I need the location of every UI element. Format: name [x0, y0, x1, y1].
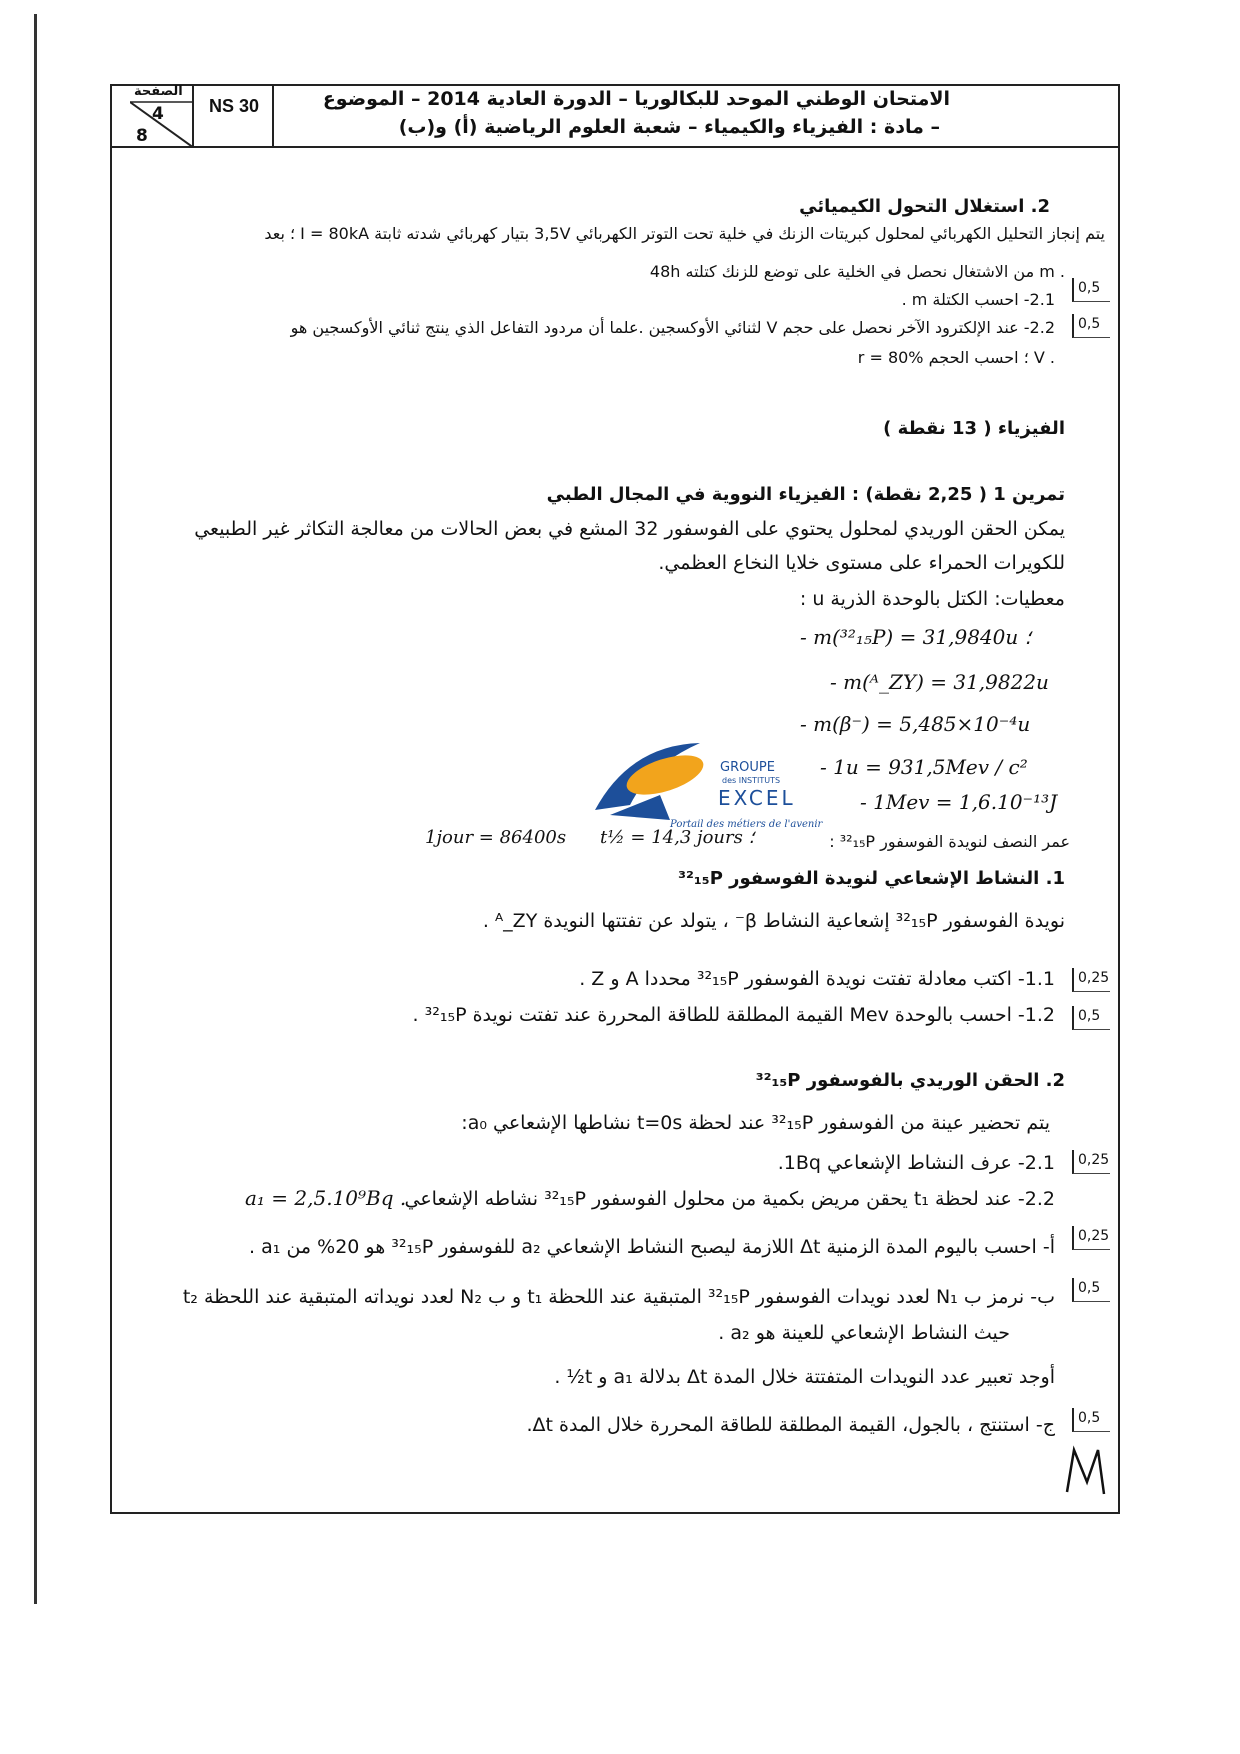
logo-tagline: Portail des métiers de l'avenir — [670, 819, 823, 830]
score-chem-2-2: 0,5 — [1072, 314, 1110, 338]
groupe-excel-logo — [590, 735, 840, 830]
left-margin-line — [34, 14, 37, 1604]
physics-title: الفيزياء ( 13 نقطة ) — [883, 418, 1065, 439]
logo-line1: GROUPE — [720, 760, 775, 775]
data-u-energy: - 1u = 931,5Mev / c² — [820, 755, 1028, 779]
logo-line3: EXCEL — [718, 786, 796, 810]
data-mass-phosphorus: - m(³²₁₅P) = 31,9840u ؛ — [800, 625, 1031, 649]
part-1-title: 1. النشاط الإشعاعي لنويدة الفوسفور ³²₁₅P — [678, 868, 1065, 889]
part-1-intro: نويدة الفوسفور ³²₁₅P إشعاعية النشاط β⁻ ، يتولد عن تفتتها النويدة ᴬ_ZY . — [482, 910, 1065, 932]
score-1-1: 0,25 — [1072, 968, 1110, 992]
exercise-1-title: تمرين 1 ( 2,25 نقطة) : الفيزياء النووية في المجال الطبي — [546, 484, 1065, 505]
chem-intro-line2: 48h من الاشتغال نحصل في الخلية على توضع للزنك كتلته m . — [649, 262, 1065, 281]
exercise-intro-line1: يمكن الحقن الوريدي لمحلول يحتوي على الفوسفور 32 المشع في بعض الحالات من معالجة التكاثر غير الطبيعي — [194, 518, 1065, 540]
handwritten-initial — [1062, 1442, 1112, 1502]
page-label: الصفحة — [134, 84, 183, 99]
part-2-title: 2. الحقن الوريدي بالفوسفور ³²₁₅P — [755, 1070, 1065, 1091]
question-2-2-c: ج- استنتج ، بالجول، القيمة المطلقة للطاقة المحررة خلال المدة Δt. — [526, 1414, 1055, 1436]
question-1-1: 1.1- اكتب معادلة تفتت نويدة الفوسفور ³²₁₅P محددا A و Z . — [579, 968, 1055, 990]
initial-activity-value: a₁ = 2,5.10⁹Bq . — [245, 1186, 407, 1210]
score-2-2-a: 0,25 — [1072, 1226, 1110, 1250]
chem-section-title: 2. استغلال التحول الكيميائي — [799, 196, 1050, 217]
score-2-1: 0,25 — [1072, 1150, 1110, 1174]
question-2-2-b-line3: أوجد تعبير عدد النويدات المتفتتة خلال المدة Δt بدلالة a₁ و t½ . — [554, 1366, 1055, 1388]
half-life-value: t½ = 14,3 jours ؛ — [600, 827, 755, 848]
chem-question-2-1: 2.1- احسب الكتلة m . — [901, 290, 1055, 309]
score-2-2-b: 0,5 — [1072, 1278, 1110, 1302]
question-2-2-a: أ- احسب باليوم المدة الزمنية Δt اللازمة ليصبح النشاط الإشعاعي a₂ للفوسفور ³²₁₅P هو 20% من a₁ . — [249, 1236, 1055, 1258]
data-mev-joule: - 1Mev = 1,6.10⁻¹³J — [860, 790, 1058, 814]
page-number: 4 — [152, 104, 164, 124]
header-title-line1: الامتحان الوطني الموحد للبكالوريا – الدورة العادية 2014 – الموضوع — [322, 88, 950, 110]
part-2-intro: يتم تحضير عينة من الفوسفور ³²₁₅P عند لحظة t=0s نشاطها الإشعاعي a₀: — [461, 1112, 1050, 1134]
score-2-2-c: 0,5 — [1072, 1408, 1110, 1432]
exam-code: NS 30 — [208, 96, 260, 116]
chem-question-2-2-line1: 2.2- عند الإلكترود الآخر نحصل على حجم V لثنائي الأوكسجين .علما أن مردود التفاعل الذي ينتج ثنائي الأوكسجين هو — [290, 318, 1055, 337]
header-title-line2: – مادة : الفيزياء والكيمياء – شعبة العلوم الرياضية (أ) و(ب) — [398, 116, 940, 138]
score-chem-2-1: 0,5 — [1072, 278, 1110, 302]
question-2-2-b-line1: ب- نرمز ب N₁ لعدد نويدات الفوسفور ³²₁₅P المتبقية عند اللحظة t₁ و ب N₂ لعدد نويداته المتبقية عند اللحظة t₂ — [182, 1286, 1055, 1308]
data-mass-beta: - m(β⁻) = 5,485×10⁻⁴u — [800, 712, 1031, 736]
question-2-1: 2.1- عرف النشاط الإشعاعي 1Bq. — [777, 1152, 1055, 1174]
question-1-2: 1.2- احسب بالوحدة Mev القيمة المطلقة للطاقة المحررة عند تفتت نويدة ³²₁₅P . — [412, 1004, 1055, 1026]
exercise-intro-line2: للكويرات الحمراء على مستوى خلايا النخاع العظمي. — [658, 552, 1065, 574]
chem-intro-line1: يتم إنجاز التحليل الكهربائي لمحلول كبريتات الزنك في خلية تحت التوتر الكهربائي 3,5V بتيار كهربائي شدته ثابتة I = 80kA ؛ بعد — [264, 224, 1105, 243]
page-total: 8 — [136, 126, 148, 146]
day-seconds: 1jour = 86400s — [425, 827, 567, 848]
chem-question-2-2-line2: r = 80% ؛ احسب الحجم V . — [857, 348, 1055, 367]
score-1-2: 0,5 — [1072, 1006, 1110, 1030]
data-mass-Y: - m(ᴬ_ZY) = 31,9822u — [830, 670, 1049, 694]
question-2-2-b-line2: حيث النشاط الإشعاعي للعينة هو a₂ . — [718, 1322, 1010, 1344]
question-2-2: 2.2- عند لحظة t₁ يحقن مريض بكمية من محلول الفوسفور ³²₁₅P نشاطه الإشعاعي — [404, 1188, 1055, 1210]
half-life-text: عمر النصف لنويدة الفوسفور ³²₁₅P : — [829, 832, 1070, 851]
data-label: معطيات: الكتل بالوحدة الذرية u : — [799, 588, 1065, 610]
logo-line2: des INSTITUTS — [722, 776, 781, 785]
